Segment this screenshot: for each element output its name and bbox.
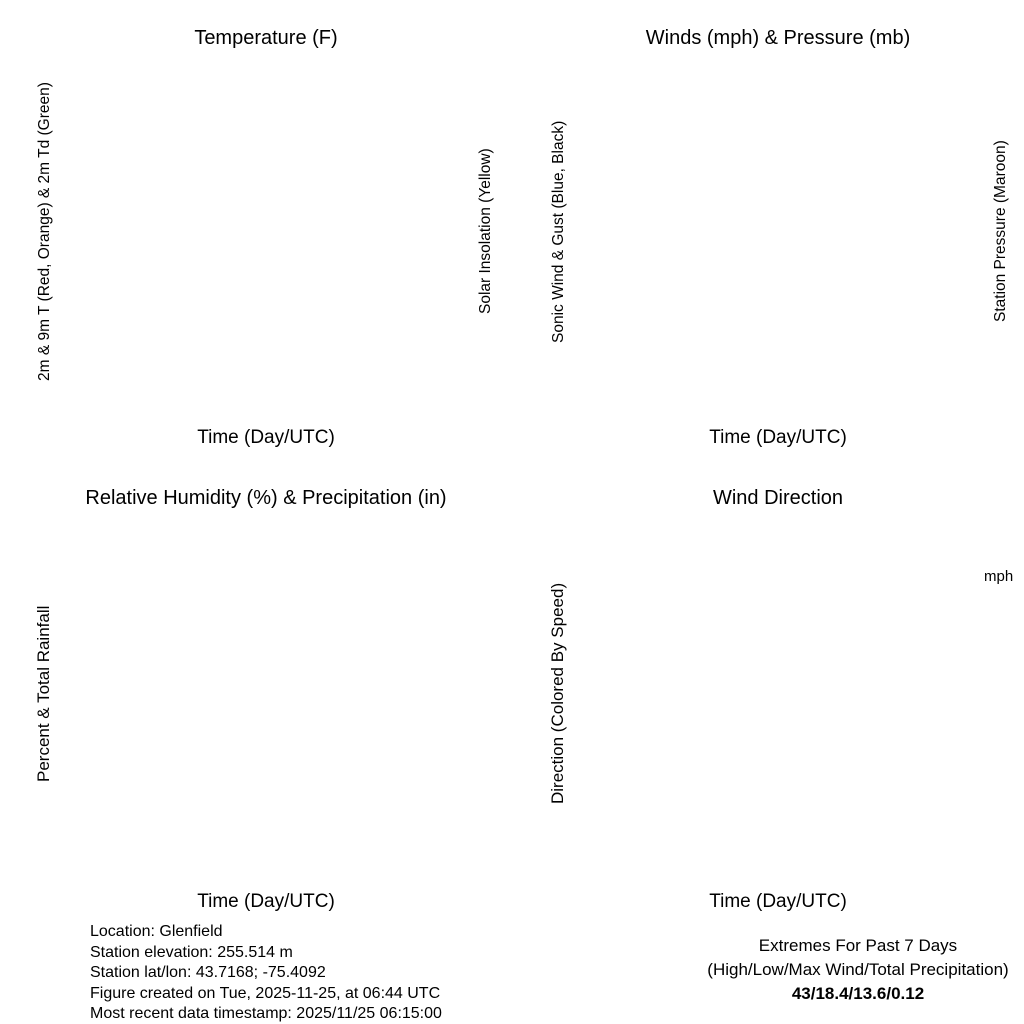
figure-created: Figure created on Tue, 2025-11-25, at 06:44 UTC <box>90 984 441 1002</box>
winds-pressure-title: Winds (mph) & Pressure (mb) <box>645 27 911 49</box>
station-elevation: Station elevation: 255.514 m <box>90 943 293 961</box>
station-latlon: Station lat/lon: 43.7168; -75.4092 <box>90 964 326 981</box>
temperature-title: Temperature (F) <box>194 27 338 49</box>
extremes-values: 43/18.4/13.6/0.12 <box>791 984 925 1003</box>
yaxis-label-pressure-right: Station Pressure (Maroon) <box>992 140 1009 323</box>
extremes-heading: Extremes For Past 7 Days <box>758 936 958 955</box>
xaxis-label-winds: Time (Day/UTC) <box>709 427 847 448</box>
yaxis-label-direction-left: Direction (Colored By Speed) <box>548 582 567 805</box>
colorbar-title: mph <box>984 568 1014 585</box>
extremes-subheading: (High/Low/Max Wind/Total Precipitation) <box>707 960 1009 979</box>
extremes-block <box>628 934 1024 1006</box>
rh-precip-title: Relative Humidity (%) & Precipitation (in) <box>85 487 447 509</box>
wind-direction-title: Wind Direction <box>712 487 844 509</box>
data-timestamp: Most recent data timestamp: 2025/11/25 06:15:00 <box>90 1005 442 1022</box>
xaxis-label-temperature: Time (Day/UTC) <box>197 427 335 448</box>
xaxis-label-direction: Time (Day/UTC) <box>709 891 847 912</box>
yaxis-label-rh-left: Percent & Total Rainfall <box>34 605 53 782</box>
xaxis-label-rh: Time (Day/UTC) <box>197 891 335 912</box>
station-info-block <box>90 922 442 1024</box>
station-location: Location: Glenfield <box>90 923 223 940</box>
yaxis-label-temperature-left: 2m & 9m T (Red, Orange) & 2m Td (Green) <box>36 82 53 381</box>
yaxis-label-wind-left: Sonic Wind & Gust (Blue, Black) <box>550 120 567 343</box>
yaxis-label-solar-right: Solar Insolation (Yellow) <box>477 148 494 315</box>
